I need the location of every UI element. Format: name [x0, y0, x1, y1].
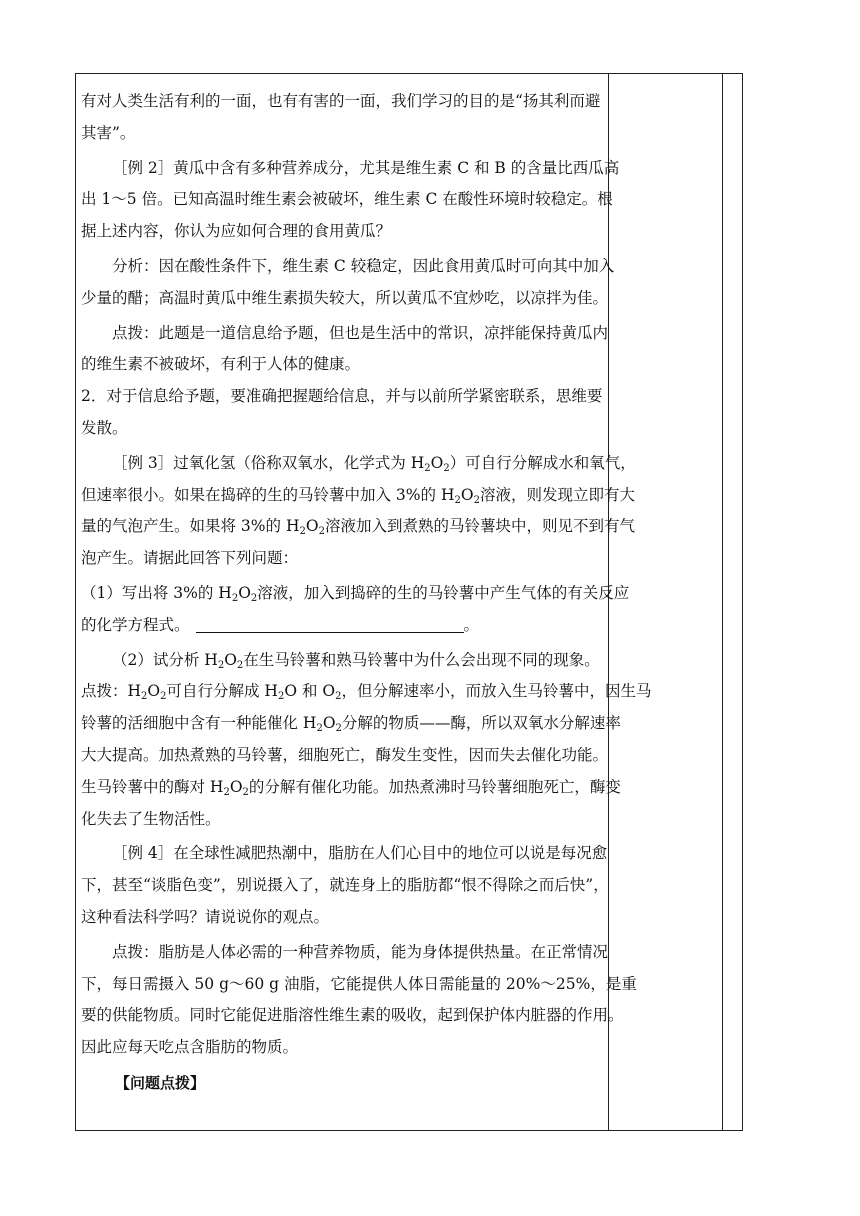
analysis-2: 分析：因在酸性条件下，维生素 C 较稳定，因此食用黄瓜时可向其中加入 少量的醋；高温时黄瓜中维生素损失较大，所以黄瓜不宜炒吃，以凉拌为佳。	[81, 256, 615, 307]
question-1: （1）写出将 3%的 $H_2O_2$溶液，加入到捣碎的生的马铃薯中产生气体的有关反应 的化学方程式。 。	[81, 583, 630, 634]
tip-4: 点拨：脂肪是人体必需的一种营养物质，能为身体提供热量。在正常情况 下，每日需摄入 50 g～60 g 油脂，它能提供人体日需能量的 20%～25%，是重 要的供能物质。同时它能促进脂溶性维生素的吸收，起到保护体内脏器的作用。 因此应每天吃点含脂肪的物质。	[81, 942, 637, 1057]
example-2: ［例 2］黄瓜中含有多种营养成分，尤其是维生素 C 和 B 的含量比西瓜高 出 1～5 倍。已知高温时维生素会被破坏，维生素 C 在酸性环境时较稳定。根 据上述内容，你认为应如何合理的食用黄瓜？	[81, 158, 620, 241]
section-heading: 【问题点拨】	[115, 1073, 206, 1092]
point-2: 2．对于信息给予题，要准确把握题给信息，并与以前所学紧密联系，思维要 发散。	[81, 387, 603, 437]
document-table	[75, 73, 743, 1131]
answer-blank	[196, 618, 464, 633]
tip-2: 点拨：此题是一道信息给予题，但也是生活中的常识，凉拌能保持黄瓜内 的维生素不被破坏，有利于人体的健康。	[81, 323, 609, 374]
example-4: ［例 4］在全球性减肥热潮中，脂肪在人们心目中的地位可以说是每况愈 下，甚至“谈脂色变”，别说摄入了，就连身上的脂肪都“恨不得除之而后快”， 这种看法科学吗？请说说你的观点。	[81, 844, 609, 926]
example-3: ［例 3］过氧化氢（俗称双氧水，化学式为 $H_2O_2$）可自行分解成水和氧气， 但速率很小。如果在捣碎的生的马铃薯中加入 3%的 $H_2O_2$溶液，则发现立即有大 量的气泡产生。如果将 3%的 $H_2O_2$溶液加入到煮熟的马铃薯块中，则见不到有气 泡产生。请据此回答下列问题：	[81, 453, 636, 568]
main-content-cell	[81, 74, 652, 1093]
column-divider	[722, 74, 723, 1130]
column-divider	[608, 74, 609, 1130]
tip-3: 点拨：$H_2O_2$可自行分解成 $H_2O$ 和 $O_2$，但分解速率小，而放入生马铃薯中，因生马 铃薯的活细胞中含有一种能催化 $H_2O_2$分解的物质——酶，所以双氧水分解速率 大大提高。加热煮熟的马铃薯，细胞死亡，酶发生变性，因而失去催化功能。 生马铃薯中的酶对 $H_2O_2$的分解有催化功能。加热煮沸时马铃薯细胞死亡，酶变 化失去了生物活性。	[81, 682, 652, 828]
paragraph-intro: 有对人类生活有利的一面，也有有害的一面，我们学习的目的是“扬其利而避 其害”。	[81, 92, 601, 142]
question-2: （2）试分析 $H_2O_2$在生马铃薯和熟马铃薯中为什么会出现不同的现象。	[112, 650, 600, 671]
